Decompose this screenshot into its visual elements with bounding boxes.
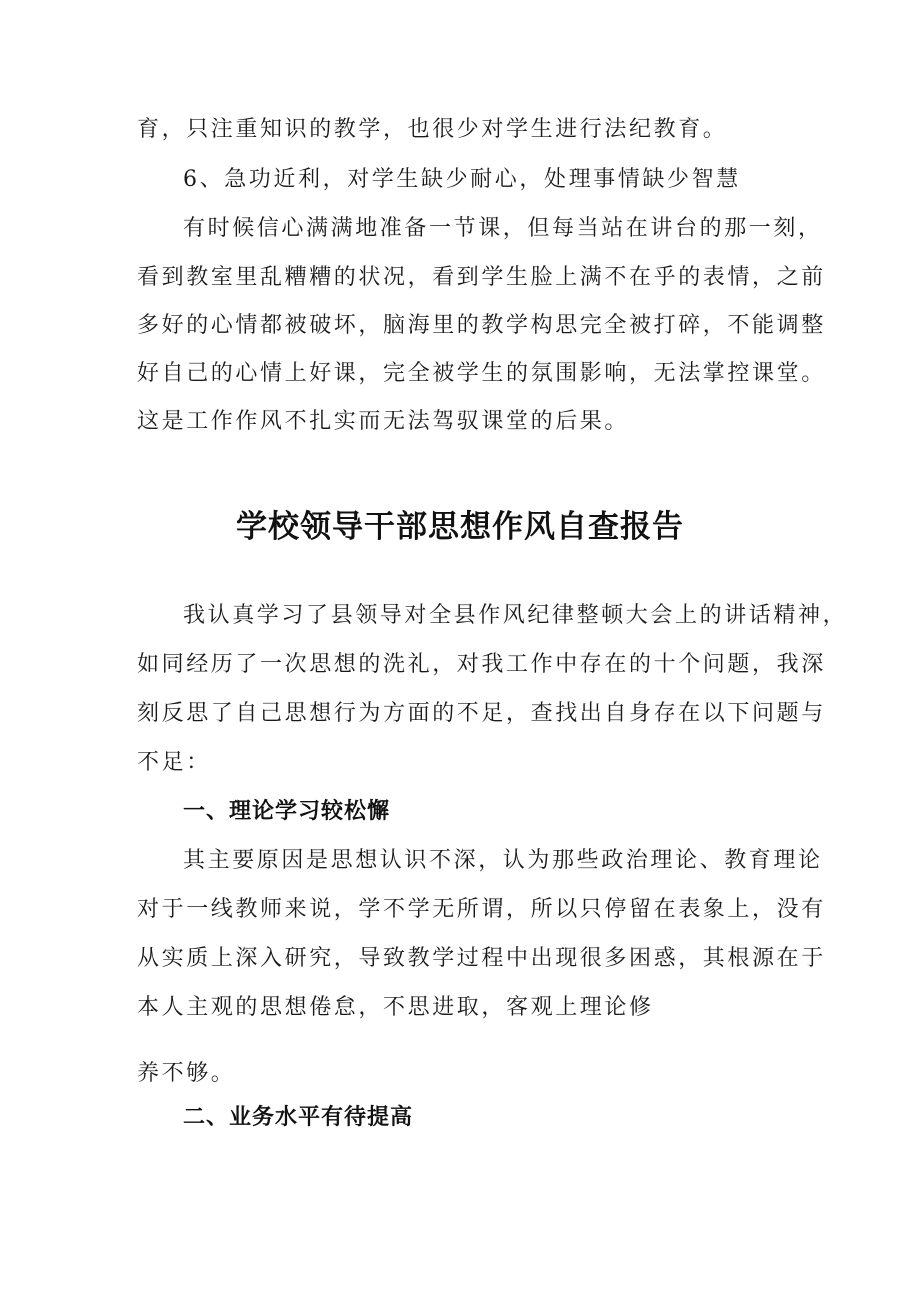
- document-title: 学校领导干部思想作风自查报告: [236, 509, 684, 545]
- paragraph-line: 如同经历了一次思想的洗礼，对我工作中存在的十个问题，我深: [137, 652, 826, 677]
- paragraph-line: 从实质上深入研究，导致教学过程中出现很多困惑，其根源在于: [137, 946, 826, 971]
- paragraph-line: 这是工作作风不扎实而无法驾驭课堂的后果。: [137, 409, 630, 434]
- section-heading-1: 一、理论学习较松懈: [183, 799, 391, 824]
- section-heading-2: 二、业务水平有待提高: [183, 1105, 414, 1130]
- paragraph-line: 看到教室里乱糟糟的状况，看到学生脸上满不在乎的表情，之前: [137, 265, 826, 290]
- paragraph-line: 本人主观的思想倦怠，不思进取，客观上理论修: [137, 995, 654, 1020]
- paragraph-line: 有时候信心满满地准备一节课，但每当站在讲台的那一刻，: [183, 216, 823, 241]
- paragraph-line: 对于一线教师来说，学不学无所谓，所以只停留在表象上，没有: [137, 897, 826, 922]
- paragraph-line: 我认真学习了县领导对全县作风纪律整顿大会上的讲话精神，: [183, 603, 848, 628]
- paragraph-line: 多好的心情都被破坏，脑海里的教学构思完全被打碎，不能调整: [137, 313, 826, 338]
- paragraph-line: 好自己的心情上好课，完全被学生的氛围影响，无法掌控课堂。: [137, 361, 826, 386]
- paragraph-line: 养不够。: [137, 1061, 236, 1086]
- paragraph-line: 不足：: [137, 750, 211, 775]
- paragraph-line: 育，只注重知识的教学，也很少对学生进行法纪教育。: [137, 117, 728, 142]
- paragraph-line: 刻反思了自己思想行为方面的不足，查找出自身存在以下问题与: [137, 701, 826, 726]
- paragraph-line: 其主要原因是思想认识不深，认为那些政治理论、教育理论: [183, 848, 823, 873]
- list-item-6: 6、急功近利，对学生缺少耐心，处理事情缺少智慧: [183, 167, 741, 192]
